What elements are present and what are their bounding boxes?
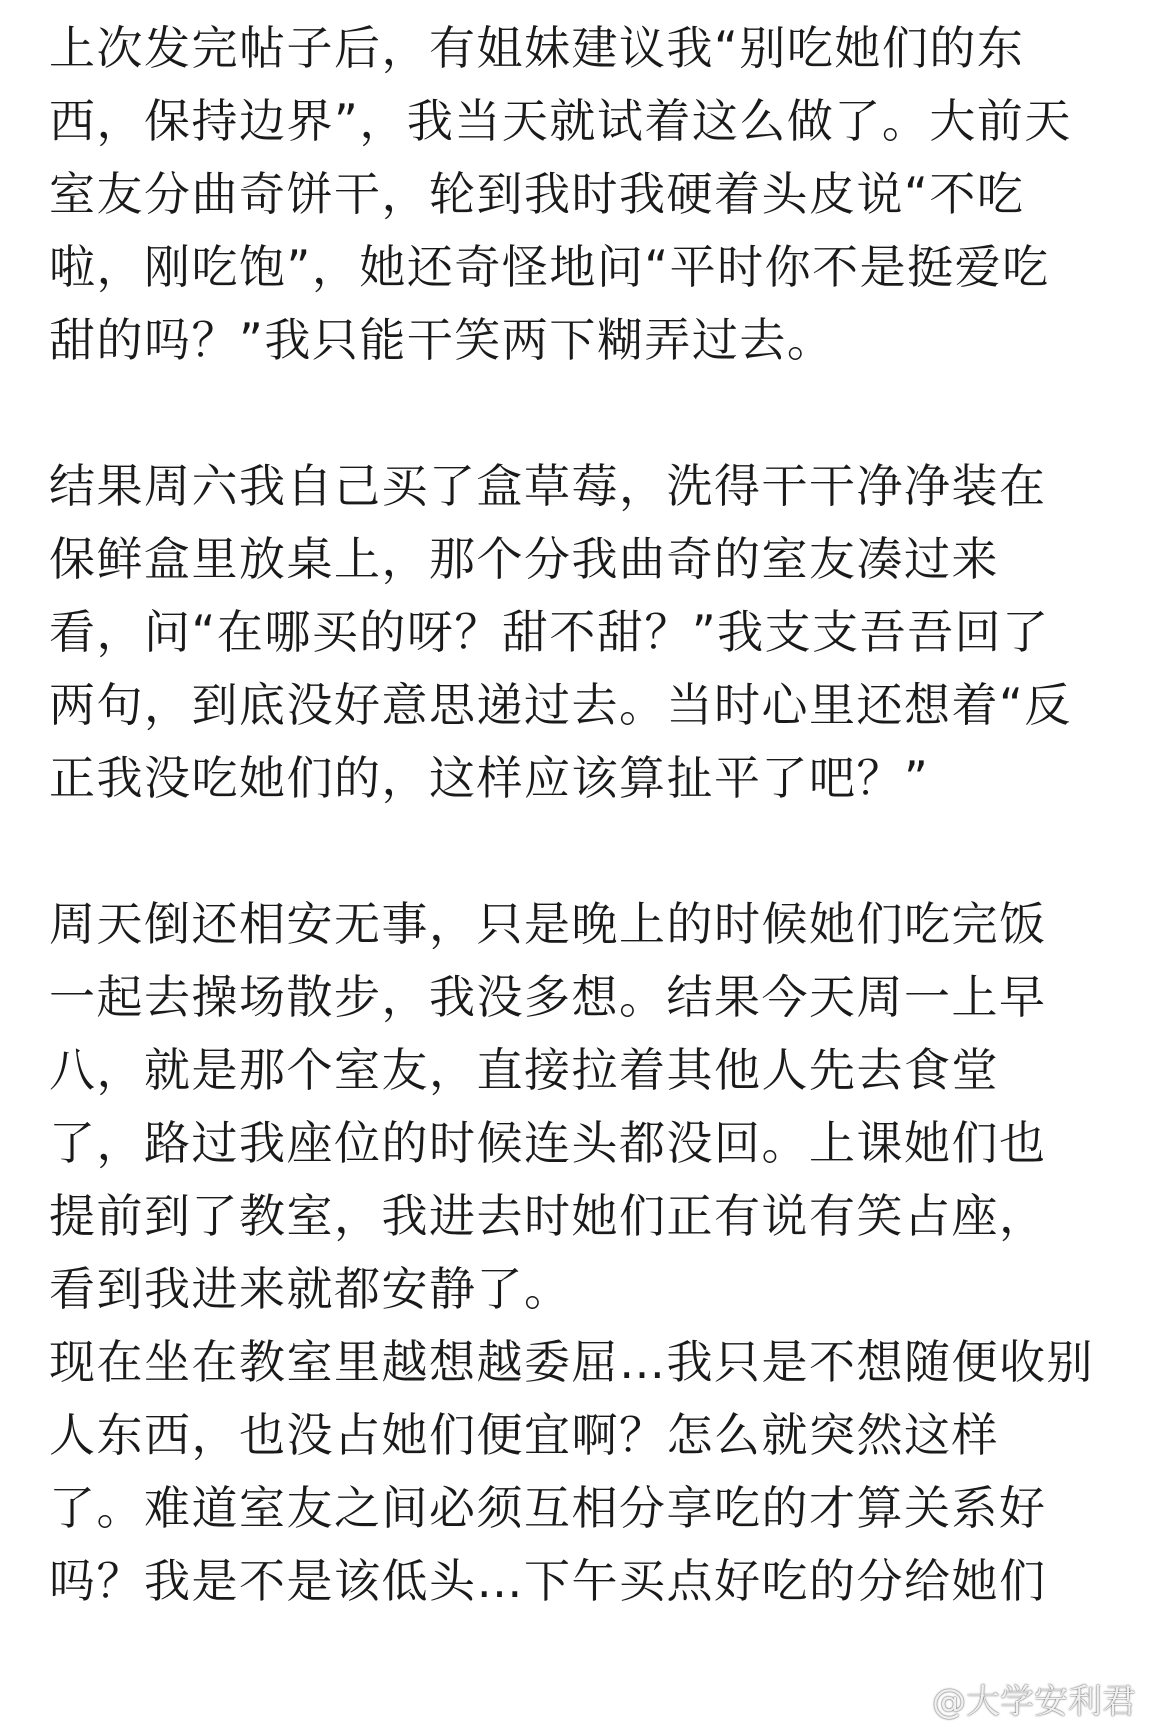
text-line: 八，就是那个室友，直接拉着其他人先去食堂	[49, 1043, 999, 1097]
text-line: 现在坐在教室里越想越委屈…我只是不想随便收别	[49, 1335, 1094, 1389]
text-line: 室友分曲奇饼干，轮到我时我硬着头皮说“不吃	[49, 167, 1025, 221]
text-line: 了，路过我座位的时候连头都没回。上课她们也	[49, 1116, 1047, 1170]
text-line: 了。难道室友之间必须互相分享吃的才算关系好	[49, 1481, 1047, 1535]
text-line: 结果周六我自己买了盒草莓，洗得干干净净装在	[49, 459, 1047, 513]
paragraph-3	[49, 888, 1129, 1618]
text-line: 上次发完帖子后，有姐妹建议我“别吃她们的东	[49, 21, 1025, 75]
text-line: 甜的吗？”我只能干笑两下糊弄过去。	[49, 313, 835, 367]
text-line: 两句，到底没好意思递过去。当时心里还想着“反	[49, 678, 1072, 732]
paragraph-1	[49, 12, 1129, 377]
text-line: 周天倒还相安无事，只是晚上的时候她们吃完饭	[49, 897, 1047, 951]
text-line: 看，问“在哪买的呀？甜不甜？”我支支吾吾回了	[49, 605, 1050, 659]
paragraph-spacer	[49, 377, 1129, 450]
post-body	[49, 12, 1129, 1618]
text-line: 啦，刚吃饱”，她还奇怪地问“平时你不是挺爱吃	[49, 240, 1050, 294]
text-line: 一起去操场散步，我没多想。结果今天周一上早	[49, 970, 1047, 1024]
text-line: 看到我进来就都安静了。	[49, 1262, 572, 1316]
text-line: 吗？我是不是该低头…下午买点好吃的分给她们	[49, 1554, 1047, 1608]
paragraph-2	[49, 450, 1129, 815]
weibo-logo-icon	[886, 1679, 926, 1719]
text-line: 正我没吃她们的，这样应该算扯平了吧？”	[49, 751, 930, 805]
watermark-text: @大学安利君	[932, 1682, 1136, 1722]
text-line: 保鲜盒里放桌上，那个分我曲奇的室友凑过来	[49, 532, 999, 586]
paragraph-spacer	[49, 815, 1129, 888]
text-line: 人东西，也没占她们便宜啊？怎么就突然这样	[49, 1408, 999, 1462]
text-line: 西，保持边界”，我当天就试着这么做了。大前天	[49, 94, 1072, 148]
weibo-watermark	[886, 1674, 1136, 1723]
text-line: 提前到了教室，我进去时她们正有说有笑占座，	[49, 1189, 1047, 1243]
